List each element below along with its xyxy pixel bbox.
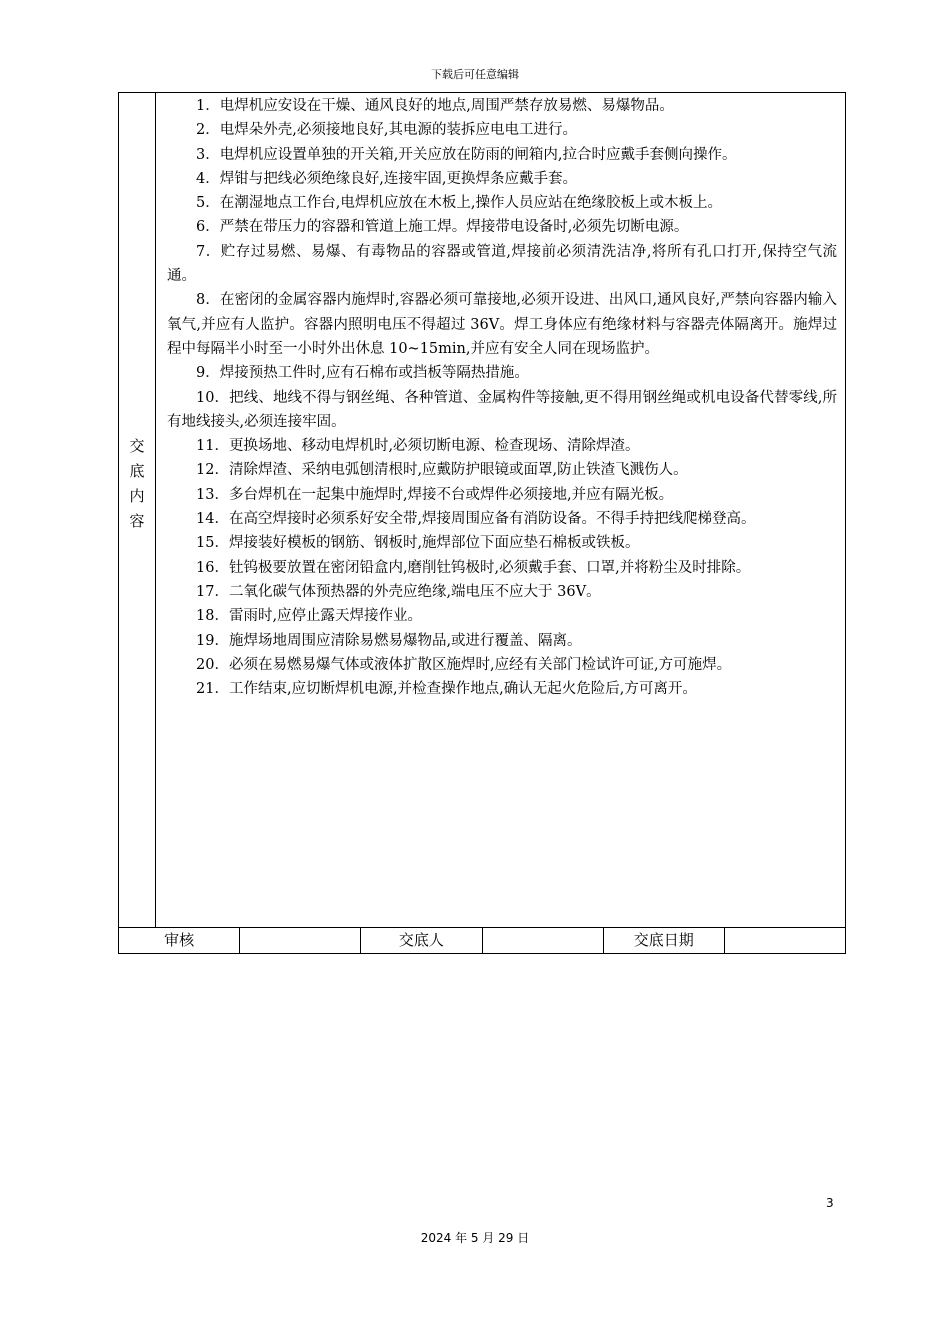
- page-date: 2024 年 5 月 29 日: [420, 1231, 530, 1245]
- side-label-char: 容: [129, 512, 145, 530]
- briefing-item: 4．焊钳与把线必须绝缘良好,连接牢固,更换焊条应戴手套。: [196, 170, 577, 187]
- briefing-item: 20．必须在易燃易爆气体或液体扩散区施焊时,应经有关部门检试许可证,方可施焊。: [196, 656, 732, 673]
- briefing-item: 9．焊接预热工件时,应有石棉布或挡板等隔热措施。: [196, 365, 529, 382]
- presenter-field[interactable]: [483, 928, 604, 953]
- signature-row: [118, 927, 846, 954]
- briefing-item: 13．多台焊机在一起集中施焊时,焊接不台或焊件必须接地,并应有隔光板。: [196, 486, 674, 503]
- briefing-table: [118, 92, 846, 928]
- briefing-item: 3．电焊机应设置单独的开关箱,开关应放在防雨的闸箱内,拉合时应戴手套侧向操作。: [196, 146, 737, 163]
- briefing-item: 8．在密闭的金属容器内施焊时,容器必须可靠接地,必须开设进、出风口,通风良好,严禁向容器内输入氧气,并应有人监护。容器内照明电压不得超过 36V。焊工身体应有绝缘材料与容器壳体隔离开。施焊过程中每隔半小时至一小时外出休息 10~15min,并应有安全人同在现场监护。: [167, 292, 837, 357]
- review-field[interactable]: [240, 928, 361, 953]
- presenter-label: 交底人: [361, 928, 482, 953]
- briefing-item: 7．贮存过易燃、易爆、有毒物品的容器或管道,焊接前必须清洗洁净,将所有孔口打开,保持空气流通。: [167, 243, 837, 285]
- briefing-item: 11．更换场地、移动电焊机时,必须切断电源、检查现场、清除焊渣。: [196, 438, 640, 455]
- briefing-item: 6．严禁在带压力的容器和管道上施工焊。焊接带电设备时,必须先切断电源。: [196, 219, 689, 236]
- briefing-item: 14．在高空焊接时必须系好安全带,焊接周围应备有消防设备。不得手持把线爬梯登高。: [196, 511, 756, 528]
- briefing-item: 21．工作结束,应切断焊机电源,并检查操作地点,确认无起火危险后,方可离开。: [196, 681, 697, 698]
- page-number: 3: [826, 1196, 834, 1210]
- briefing-item: 1．电焊机应安设在干燥、通风良好的地点,周围严禁存放易燃、易爆物品。: [196, 98, 674, 114]
- briefing-item: 15．焊接装好模板的钢筋、钢板时,施焊部位下面应垫石棉板或铁板。: [196, 535, 640, 552]
- briefing-content: [157, 93, 845, 927]
- side-label: [119, 93, 156, 927]
- briefing-item: 10．把线、地线不得与钢丝绳、各种管道、金属构件等接触,更不得用钢丝绳或机电设备代替零线,所有地线接头,必须连接牢固。: [167, 389, 837, 430]
- briefing-item: 5．在潮湿地点工作台,电焊机应放在木板上,操作人员应站在绝缘胶板上或木板上。: [196, 195, 722, 212]
- date-field[interactable]: [725, 928, 845, 953]
- side-label-char: 交: [129, 437, 145, 455]
- briefing-item: 18．雷雨时,应停止露天焊接作业。: [196, 608, 423, 625]
- briefing-item: 19．施焊场地周围应清除易燃易爆物品,或进行覆盖、隔离。: [196, 632, 582, 649]
- page-header: 下载后可任意编辑: [431, 68, 519, 81]
- review-label: 审核: [119, 928, 240, 953]
- briefing-item: 2．电焊朵外壳,必须接地良好,其电源的装拆应电电工进行。: [196, 122, 577, 139]
- briefing-item: 16．钍钨极要放置在密闭铅盒内,磨削钍钨极时,必须戴手套、口罩,并将粉尘及时排除。: [196, 559, 751, 576]
- side-label-char: 内: [129, 487, 145, 505]
- date-label: 交底日期: [604, 928, 725, 953]
- briefing-item: 17．二氧化碳气体预热器的外壳应绝缘,端电压不应大于 36V。: [196, 583, 601, 600]
- side-label-char: 底: [129, 462, 145, 480]
- briefing-item: 12．清除焊渣、采纳电弧刨清根时,应戴防护眼镜或面罩,防止铁渣飞溅伤人。: [196, 462, 688, 479]
